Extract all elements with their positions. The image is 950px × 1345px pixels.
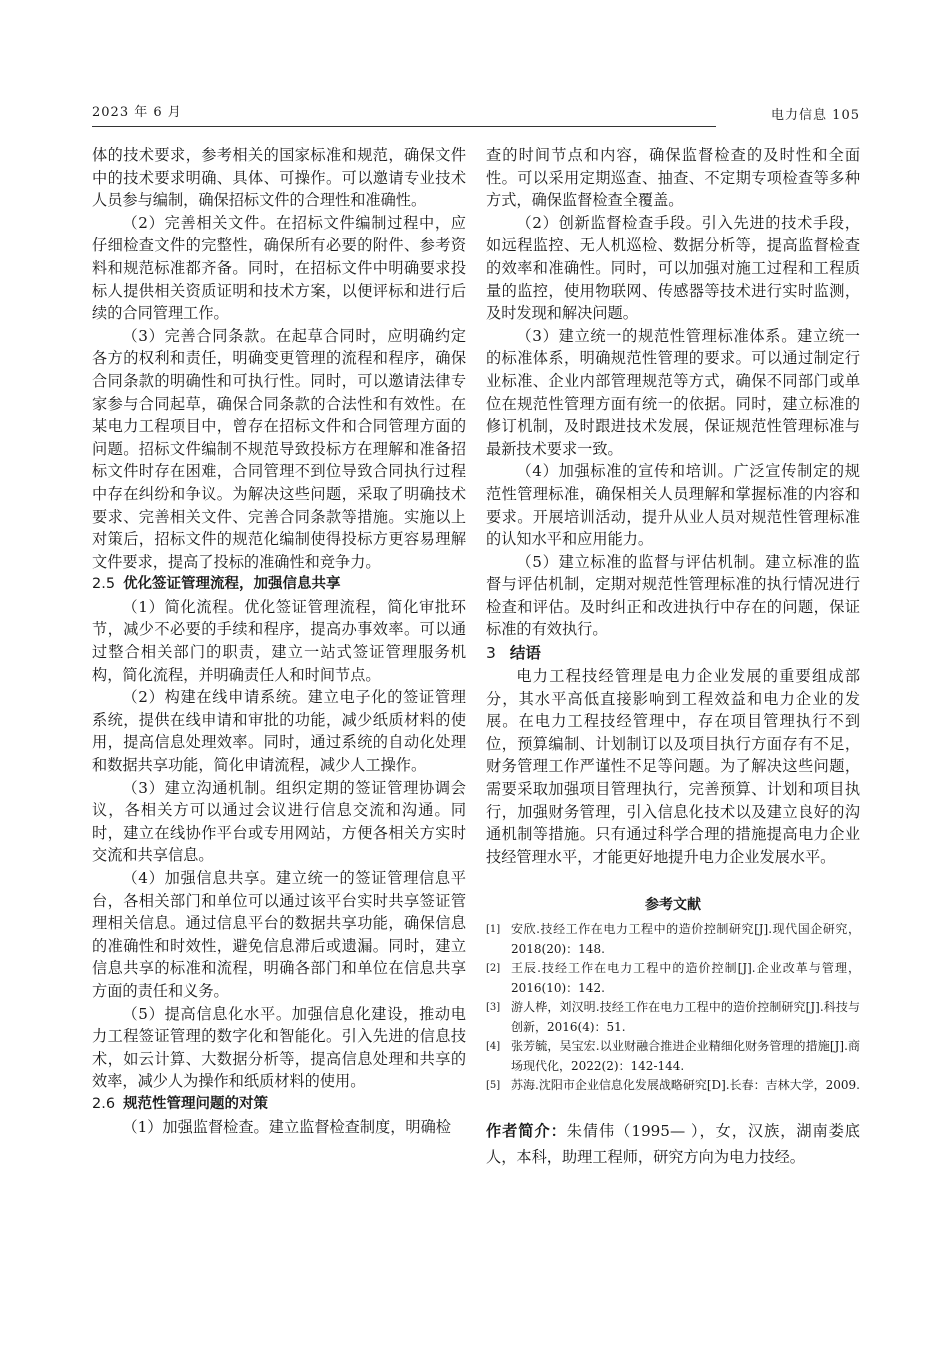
section-title: 规范性管理问题的对策 [123,1095,269,1112]
reference-number: [4] [486,1041,501,1053]
reference-text: 安欣.技经工作在电力工程中的造价控制研究[J].现代国企研究，2018(20)：148. [511,922,860,956]
reference-number: [5] [486,1080,501,1092]
author-bio-label: 作者简介： [486,1121,567,1140]
reference-number: [2] [486,963,501,975]
header-rule [92,126,716,127]
paragraph: （5）建立标准的监督与评估机制。建立标准的监督与评估机制，定期对规范性管理标准的执行情况进行检查和评估。及时纠正和改进执行中存在的问题，保证标准的有效执行。 [486,552,860,639]
author-bio-text: 朱倩伟（1995— ），女，汉族，湖南娄底人，本科，助理工程师，研究方向为电力技经。 [486,1121,860,1166]
paragraph: （1）加强监督检查。建立监督检查制度，明确检 [122,1117,451,1136]
references-list [486,920,860,1096]
reference-item [486,998,860,1037]
paragraph: 体的技术要求，参考相关的国家标准和规范，确保文件中的技术要求明确、具体、可操作。可以邀请专业技术人员参与编制，确保招标文件的合理性和准确性。 [92,146,466,210]
right-column [486,144,860,1170]
paragraph: （4）加强信息共享。建立统一的签证管理信息平台，各相关部门和单位可以通过该平台实时共享签证管理相关信息。通过信息平台的数据共享功能，确保信息的准确性和时效性，避免信息滞后或遗漏。同时，建立信息共享的标准和流程，明确各部门和单位在信息共享方面的责任和义务。 [92,869,466,1000]
paragraph: （1）简化流程。优化签证管理流程，简化审批环节，减少不必要的手续和程序，提高办事效率。可以通过整合相关部门的职责，建立一站式签证管理服务机构，简化流程，并明确责任人和时间节点。 [92,597,466,684]
paragraph: 查的时间节点和内容，确保监督检查的及时性和全面性。可以采用定期巡查、抽查、不定期专项检查等多种方式，确保监督检查全覆盖。 [486,146,860,210]
reference-item [486,920,860,959]
reference-number: [1] [486,924,501,936]
paragraph: （4）加强标准的宣传和培训。广泛宣传制定的规范性管理标准，确保相关人员理解和掌握标准的内容和要求。开展培训活动，提升从业人员对规范性管理标准的认知水平和应用能力。 [486,462,860,549]
reference-number: [3] [486,1002,501,1014]
section-title: 优化签证管理流程，加强信息共享 [123,576,341,593]
section-heading-3 [486,641,860,665]
reference-text: 王辰.技经工作在电力工程中的造价控制[J].企业改革与管理，2016(10)：142. [511,961,860,995]
paragraph: （3）建立沟通机制。组织定期的签证管理协调会议，各相关方可以通过会议进行信息交流和沟通。同时，建立在线协作平台或专用网站，方便各相关方实时交流和共享信息。 [92,778,466,865]
section-title: 结语 [509,644,541,663]
section-heading-2-6 [92,1093,466,1116]
section-number: 2.6 [92,1095,116,1112]
paragraph: 电力工程技经管理是电力企业发展的重要组成部分，其水平高低直接影响到工程效益和电力企业的发展。在电力工程技经管理中，存在项目管理执行不到位，预算编制、计划制订以及项目执行方面存有不足，财务管理工作严谨性不足等问题。为了解决这些问题，需要采取加强项目管理执行，完善预算、计划和项目执行，加强财务管理，引入信息化技术以及建立良好的沟通机制等措施。只有通过科学合理的措施提高电力企业技经管理水平，才能更好地提升电力企业发展水平。 [486,667,860,866]
paragraph: （3）完善合同条款。在起草合同时，应明确约定各方的权利和责任，明确变更管理的流程和程序，确保合同条款的明确性和可执行性。同时，可以邀请法律专家参与合同起草，确保合同条款的合法性和有效性。在某电力工程项目中，曾存在招标文件和合同管理方面的问题。招标文件编制不规范导致投标方在理解和准备招标文件时存在困难，合同管理不到位导致合同执行过程中存在纠纷和争议。为解决这些问题，采取了明确技术要求、完善相关文件、完善合同条款等措施。实施以上对策后，招标文件的规范化编制使得投标方更容易理解文件要求，提高了投标的准确性和竞争力。 [92,326,466,571]
paragraph: （2）构建在线申请系统。建立电子化的签证管理系统，提供在线申请和审批的功能，减少纸质材料的使用，提高信息处理效率。同时，通过系统的自动化处理和数据共享功能，简化申请流程，减少人工操作。 [92,688,466,775]
header-date: 2023 年 6 月 [92,105,182,120]
section-number: 3 [486,644,496,663]
reference-text: 游人桦，刘汉明.技经工作在电力工程中的造价控制研究[J].科技与创新，2016(4)：51. [511,1000,860,1034]
section-number: 2.5 [92,576,116,593]
left-column [92,144,466,1138]
reference-item [486,959,860,998]
reference-item [486,1037,860,1076]
paragraph: （3）建立统一的规范性管理标准体系。建立统一的标准体系，明确规范性管理的要求。可以通过制定行业标准、企业内部管理规范等方式，确保不同部门或单位在规范性管理方面有统一的依据。同时，建立标准的修订机制，及时跟进技术发展，保证规范性管理标准与最新技术要求一致。 [486,326,860,458]
paragraph: （5）提高信息化水平。加强信息化建设，推动电力工程签证管理的数字化和智能化。引入先进的信息技术，如云计算、大数据分析等，提高信息处理和共享的效率，减少人为操作和纸质材料的使用。 [92,1004,466,1091]
references-heading: 参考文献 [645,897,701,914]
paragraph: （2）创新监督检查手段。引入先进的技术手段，如远程监控、无人机巡检、数据分析等，提高监督检查的效率和准确性。同时，可以加强对施工过程和工程质量的监控，使用物联网、传感器等技术进行实时监测，及时发现和解决问题。 [486,213,860,323]
paragraph: （2）完善相关文件。在招标文件编制过程中，应仔细检查文件的完整性，确保所有必要的附件、参考资料和规范标准都齐备。同时，在招标文件中明确要求投标人提供相关资质证明和技术方案，以便评标和进行后续的合同管理工作。 [92,213,466,323]
section-heading-2-5 [92,573,466,596]
reference-text: 张芳毓，吴宝宏.以业财融合推进企业精细化财务管理的措施[J].商场现代化，2022(2)：142-144. [511,1039,860,1073]
reference-item [486,1076,860,1096]
author-bio [486,1118,860,1170]
header-journal-page: 电力信息 105 [771,108,860,123]
reference-text: 苏海.沈阳市企业信息化发展战略研究[D].长春：吉林大学，2009. [511,1078,860,1093]
